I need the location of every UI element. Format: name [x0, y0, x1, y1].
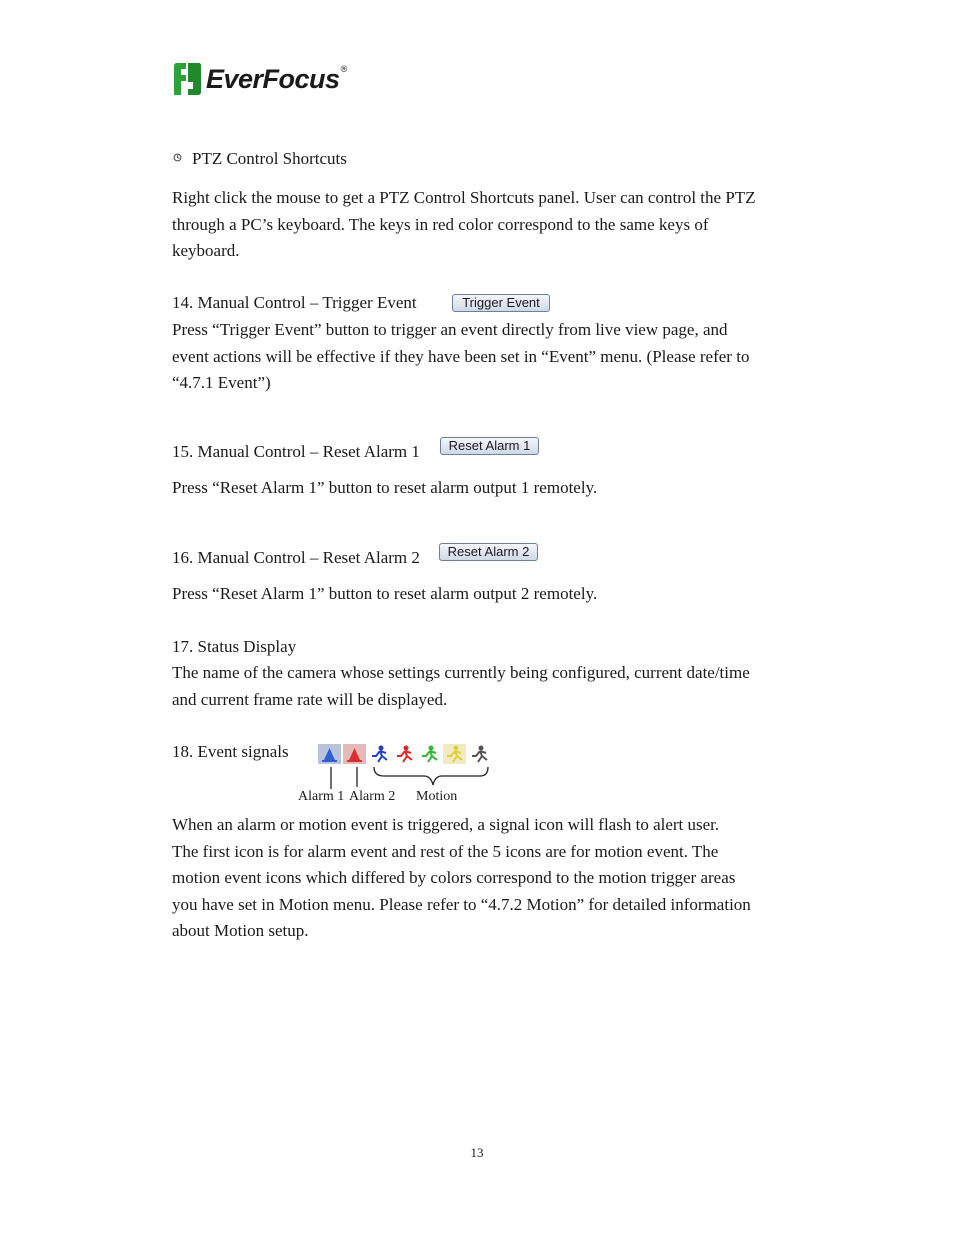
ptz-paragraph [172, 185, 792, 265]
page-number: 13 [470, 1145, 484, 1160]
alarm-1-caption: Alarm 1 [298, 789, 345, 804]
text-line: event actions will be effective if they have been set in “Event” menu. (Please refer to [172, 346, 750, 366]
motion-caption: Motion [416, 789, 458, 804]
motion-red-signal-icon [393, 744, 416, 764]
motion-blue-signal-icon [368, 744, 391, 764]
text-line: keyboard. [172, 241, 240, 260]
section-18-paragraph [172, 812, 792, 945]
text-line: When an alarm or motion event is triggered, a signal icon will flash to alert user. [172, 815, 720, 834]
text-line: about Motion setup. [172, 921, 309, 940]
alarm-2-caption: Alarm 2 [349, 789, 396, 804]
text-line: The name of the camera whose settings currently being configured, current date/time [172, 663, 750, 682]
everfocus-logo-icon [172, 62, 202, 96]
motion-yellow-signal-icon [443, 744, 466, 764]
section-18-heading: 18. Event signals [172, 742, 289, 761]
alarm-2-signal-icon [343, 744, 366, 764]
ptz-title: PTZ Control Shortcuts [192, 149, 347, 168]
text-line: Press “Trigger Event” button to trigger an event directly from live view page, and [172, 320, 728, 339]
text-line: “4.7.1 Event”) [172, 373, 271, 392]
registered-mark: ® [340, 64, 348, 74]
section-14-heading: 14. Manual Control – Trigger Event [172, 293, 417, 312]
text-line: The first icon is for alarm event and rest of the 5 icons are for motion event. The [172, 841, 719, 861]
text-line: Right click the mouse to get a PTZ Control Shortcuts panel. User can control the PTZ [172, 188, 756, 207]
section-16-text: Press “Reset Alarm 1” button to reset alarm output 2 remotely. [172, 584, 598, 603]
reset-alarm-1-button[interactable]: Reset Alarm 1 [440, 437, 539, 455]
section-14-paragraph [172, 317, 792, 397]
section-17-heading: 17. Status Display [172, 637, 297, 656]
event-signal-icons [318, 744, 491, 764]
motion-green-signal-icon [418, 744, 441, 764]
section-15-heading: 15. Manual Control – Reset Alarm 1 [172, 442, 420, 461]
everfocus-logo [172, 60, 347, 98]
alarm-1-signal-icon [318, 744, 341, 764]
trigger-event-button[interactable]: Trigger Event [452, 294, 550, 312]
text-line: through a PC’s keyboard. The keys in red color correspond to the same keys of [172, 214, 709, 234]
section-17-paragraph [172, 660, 792, 713]
section-16-heading: 16. Manual Control – Reset Alarm 2 [172, 548, 420, 567]
text-line: you have set in Motion menu. Please refer to “4.7.2 Motion” for detailed information [172, 894, 751, 914]
text-line: motion event icons which differed by colors correspond to the motion trigger areas [172, 868, 736, 887]
text-line: and current frame rate will be displayed. [172, 689, 448, 709]
section-15-text: Press “Reset Alarm 1” button to reset alarm output 1 remotely. [172, 478, 598, 497]
brand-name: EverFocus [206, 63, 340, 94]
bullet-icon [173, 153, 182, 162]
motion-gray-signal-icon [468, 744, 491, 764]
reset-alarm-2-button[interactable]: Reset Alarm 2 [439, 543, 538, 561]
